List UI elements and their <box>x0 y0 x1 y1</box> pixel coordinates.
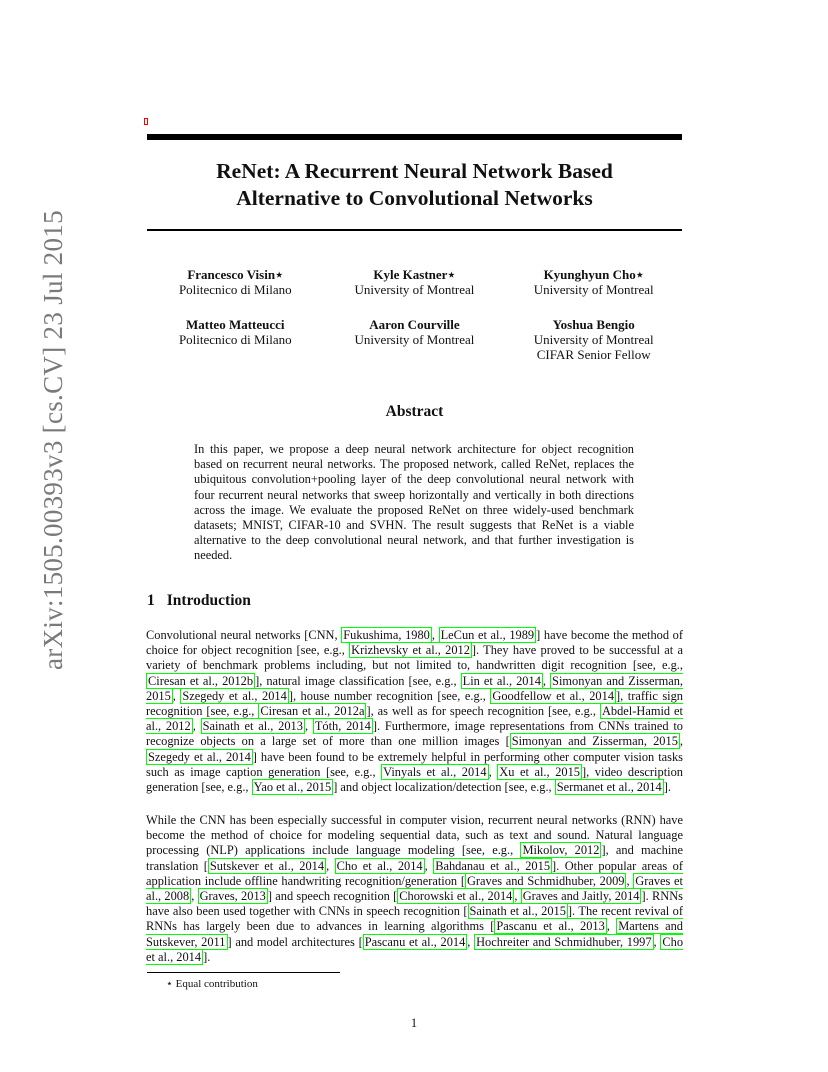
footnote: ⋆ Equal contribution <box>166 978 258 990</box>
citation-link[interactable]: Simonyan and Zisserman, 2015 <box>511 734 678 749</box>
abstract-heading: Abstract <box>385 403 444 420</box>
section-heading <box>147 592 251 610</box>
section-number: 1 <box>147 592 155 609</box>
author-affiliation-secondary: CIFAR Senior Fellow <box>536 347 651 362</box>
citation-link[interactable]: Vinyals et al., 2014 <box>383 764 487 779</box>
citation-link[interactable]: Hochreiter and Schmidhuber, 1997 <box>476 934 652 949</box>
title-line-1: ReNet: A Recurrent Neural Network Based <box>216 159 613 183</box>
intro-paragraph-2: While the CNN has been especially successful in computer vision, recurrent neural networks (RNN) have become the method of choice for modeling sequential data, such as text and sound. Natural language processing (NLP) applications include language modeling [see, e.g., Mikolov, 2012 ], and machine translation [ Sutskever et al., 2014 , Cho et al., 2014 , Bahdanau et al., 2015 ]. Other popular areas of application include offline handwriting recognition/generation [ Graves and Schmidhuber, 2009 , Graves et al., 2008 , Graves, 2013 ] and speech recognition [ Chorowski et al., 2014 , Graves and Jaitly, 2014 ]. RNNs have also been used together with CNNs in speech recognition [ Sainath et al., 2015 ]. The recent revival of RNNs has largely been due to advances in learning algorithms [ Pascanu et al., 2013 , Martens and Sutskever, 2011 ] and model architectures [ Pascanu et al., 2014 , Hochreiter and Schmidhuber, 1997 , Cho et al., 2014 ]. <box>146 813 684 964</box>
page-number: 1 <box>410 1016 418 1030</box>
author-affiliation: Politecnico di Milano <box>178 332 292 347</box>
citation-link[interactable]: Goodfellow et al., 2014 <box>492 688 615 703</box>
author-name: Kyle Kastner⋆ <box>373 267 456 282</box>
citation-link[interactable]: LeCun et al., 1989 <box>440 628 535 642</box>
abstract-text: In this paper, we propose a deep neural network architecture for object recognition based on recurrent neural networks. The proposed network, called ReNet, replaces the ubiquitous convolution+pooling layer of the deep convolutional neural network with four recurrent neural networks that sweep horizontally and vertically in both directions across the image. We evaluate the proposed ReNet on three widely-used benchmark datasets; MNIST, CIFAR-10 and SVHN. The result suggests that ReNet is a viable alternative to the deep convolutional neural network, and that further investigation is needed. <box>194 442 634 563</box>
citation-link[interactable]: Fukushima, 1980 <box>343 628 430 642</box>
citation-link[interactable]: Pascanu et al., 2014 <box>364 934 466 949</box>
citation-link[interactable]: Szegedy et al., 2014 <box>148 749 251 764</box>
citation-link[interactable]: Sainath et al., 2015 <box>469 904 566 919</box>
citation-link[interactable]: Cho et al., 2014 <box>336 858 423 873</box>
intro-paragraph-1: Convolutional neural networks [CNN, Fukushima, 1980 , LeCun et al., 1989 ] have become the method of choice for object recognition [see, e.g., Krizhevsky et al., 2012 ]. They have proved to be successful at a variety of benchmark problems including, but not limited to, handwritten digit recognition [see, e.g., Ciresan et al., 2012b ], natural image classification [see, e.g., Lin et al., 2014 , Simonyan and Zisserman, 2015 , Szegedy et al., 2014 ], house number recognition [see, e.g., Goodfellow et al., 2014 ], traffic sign recognition [see, e.g., Ciresan et al., 2012a ], as well as for speech recognition [see, e.g., Abdel-Hamid et al., 2012 , Sainath et al., 2013 , Tóth, 2014 ]. Furthermore, image representations from CNNs trained to recognize objects on a large set of more than one million images [ Simonyan and Zisserman, 2015 , Szegedy et al., 2014 ] have been found to be extremely helpful in performing other computer vision tasks such as image caption generation [see, e.g., Vinyals et al., 2014 , Xu et al., 2015 ], video description generation [see, e.g., Yao et al., 2015 ] and object localization/detection [see, e.g., Sermanet et al., 2014 ]. <box>146 628 684 795</box>
author <box>326 317 503 362</box>
citation-link[interactable]: Xu et al., 2015 <box>499 764 580 779</box>
citation-link[interactable]: Ciresan et al., 2012a <box>260 704 365 719</box>
author-name: Kyunghyun Cho⋆ <box>543 267 644 282</box>
citation-link[interactable]: Szegedy et al., 2014 <box>182 688 287 703</box>
author-affiliation: University of Montreal <box>354 332 475 347</box>
arxiv-identifier: arXiv:1505.00393v3 [cs.CV] 23 Jul 2015 <box>38 210 68 670</box>
footnote-rule <box>147 972 340 973</box>
citation-link[interactable]: Graves et al., 2008 <box>146 873 683 904</box>
citation-link[interactable]: Yao et al., 2015 <box>253 780 332 795</box>
title-line-2: Alternative to Convolutional Networks <box>236 186 593 210</box>
section-title: Introduction <box>166 592 251 609</box>
citation-link[interactable]: Chorowski et al., 2014 <box>399 889 513 904</box>
author-affiliation: Politecnico di Milano <box>178 282 292 297</box>
citation-link[interactable]: Ciresan et al., 2012b <box>148 673 254 688</box>
citation-link[interactable]: Krizhevsky et al., 2012 <box>351 643 470 658</box>
author-name: Aaron Courville <box>369 317 460 332</box>
title-top-rule <box>147 134 682 140</box>
author-affiliation: University of Montreal <box>354 282 475 297</box>
author-block <box>147 267 682 382</box>
author-name: Matteo Matteucci <box>186 317 285 332</box>
author <box>326 267 503 297</box>
citation-link[interactable]: Mikolov, 2012 <box>522 843 600 858</box>
citation-link[interactable]: Bahdanau et al., 2015 <box>435 858 551 873</box>
citation-link[interactable]: Sermanet et al., 2014 <box>556 780 662 795</box>
citation-link[interactable]: Martens and Sutskever, 2011 <box>146 919 683 949</box>
hyperlink-marker <box>144 118 148 125</box>
citation-link[interactable]: Cho et al., 2014 <box>146 934 684 964</box>
paper-title <box>147 158 682 212</box>
author <box>147 267 324 297</box>
author-affiliation: University of Montreal <box>533 332 654 347</box>
author-affiliation: University of Montreal <box>533 282 654 297</box>
author <box>505 267 682 297</box>
author <box>505 317 682 362</box>
citation-link[interactable]: Graves and Jaitly, 2014 <box>522 889 640 904</box>
author-row-2 <box>147 317 682 362</box>
citation-link[interactable]: Sainath et al., 2013 <box>202 719 303 734</box>
citation-link[interactable]: Graves and Schmidhuber, 2009 <box>466 873 625 888</box>
author-name: Francesco Visin⋆ <box>187 267 284 282</box>
author-name: Yoshua Bengio <box>552 317 635 332</box>
citation-link[interactable]: Simonyan and Zisserman, 2015 <box>146 673 683 703</box>
author <box>147 317 324 362</box>
author-row-1 <box>147 267 682 297</box>
citation-link[interactable]: Graves, 2013 <box>199 889 266 904</box>
title-bottom-rule <box>147 229 682 231</box>
citation-link[interactable]: Lin et al., 2014 <box>462 673 541 688</box>
citation-link[interactable]: Sutskever et al., 2014 <box>209 858 325 873</box>
citation-link[interactable]: Pascanu et al., 2013 <box>496 919 605 934</box>
citation-link[interactable]: Tóth, 2014 <box>314 719 371 734</box>
citation-link[interactable]: Abdel-Hamid et al., 2012 <box>146 704 684 734</box>
